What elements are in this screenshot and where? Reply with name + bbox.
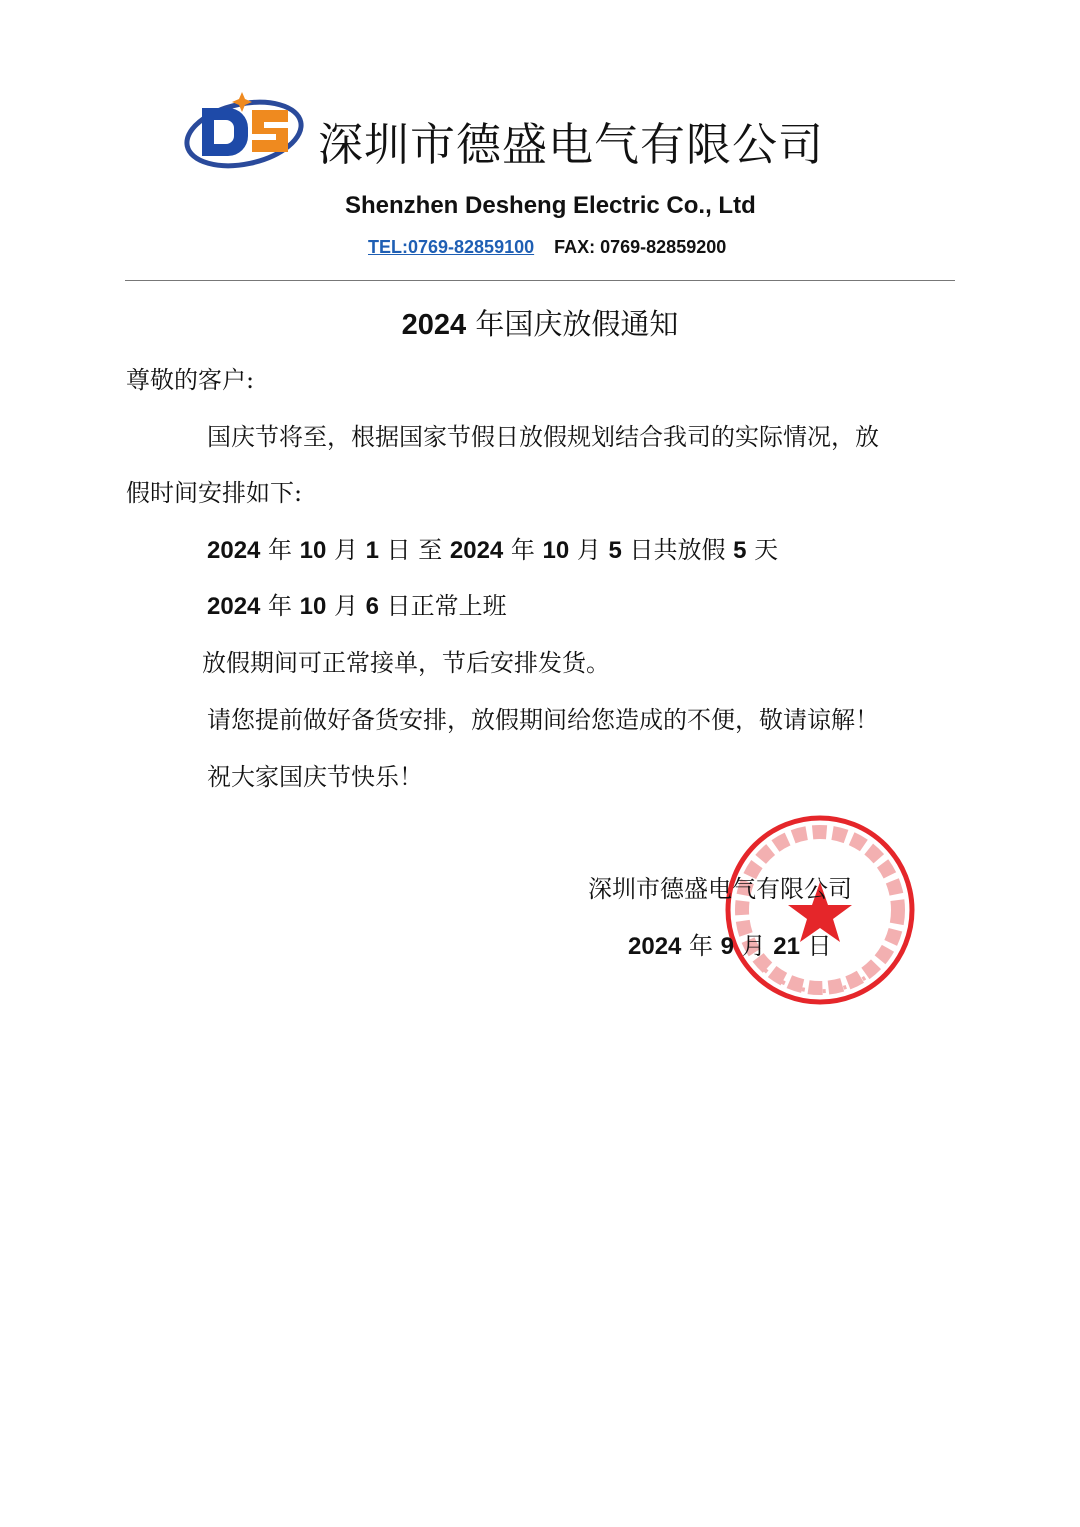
company-name-en: Shenzhen Desheng Electric Co., Ltd	[345, 192, 756, 219]
notice-title: 2024 年国庆放假通知	[401, 307, 679, 341]
orders-note: 放假期间可正常接单，节后安排发货。	[202, 649, 610, 677]
tel-link[interactable]: TEL:0769-82859100	[368, 237, 535, 257]
salutation: 尊敬的客户:	[126, 366, 255, 394]
signature-date: 2024 年 9 月 21 日	[628, 932, 832, 960]
company-seal	[720, 810, 920, 1010]
signature-company: 深圳市德盛电气有限公司	[588, 875, 852, 903]
return-to-work: 2024 年 10 月 6 日正常上班	[207, 592, 507, 620]
company-name-cn: 深圳市德盛电气有限公司	[318, 118, 825, 171]
company-logo	[182, 86, 304, 174]
paragraph-line: 国庆节将至，根据国家节假日放假规划结合我司的实际情况，放	[207, 423, 879, 451]
holiday-schedule: 2024 年 10 月 1 日 至 2024 年 10 月 5 日共放假 5 天	[207, 536, 779, 564]
divider	[125, 280, 955, 281]
fax-number: FAX: 0769-82859200	[554, 237, 727, 257]
prepare-note: 请您提前做好备货安排，放假期间给您造成的不便，敬请谅解！	[207, 706, 879, 734]
wish-note: 祝大家国庆节快乐！	[207, 763, 423, 791]
contact-info	[368, 237, 726, 258]
paragraph-line: 假时间安排如下:	[126, 479, 303, 507]
